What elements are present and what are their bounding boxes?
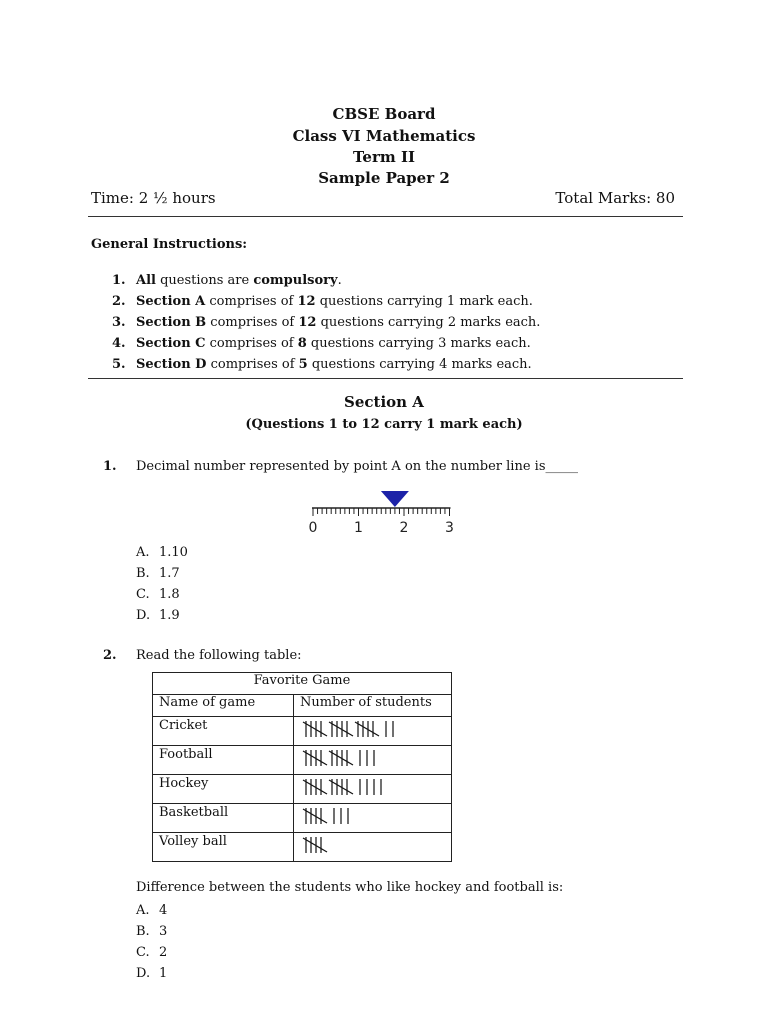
table-row: [153, 833, 452, 862]
tally-strike: [303, 780, 327, 794]
instruction-item: 2. Section A comprises of 12 questions carrying 1 mark each.: [112, 294, 533, 309]
tally-strike: [303, 809, 327, 823]
tick-label: 0: [308, 520, 318, 536]
tally-strike: [355, 722, 379, 736]
paper-title: Sample Paper 2: [318, 169, 450, 187]
option-c[interactable]: C. 2: [136, 945, 168, 960]
instruction-item: 5. Section D comprises of 5 questions carrying 4 marks each.: [112, 357, 532, 372]
section-title: Section A: [344, 393, 424, 411]
question-2-prompt: Difference between the students who like hockey and football is:: [136, 880, 564, 895]
tally-strike: [303, 751, 327, 765]
header-game: Name of game: [153, 695, 294, 717]
tally-cell: [294, 746, 452, 775]
instruction-item: 4. Section C comprises of 8 questions carrying 3 marks each.: [112, 336, 531, 351]
tally-strike: [329, 722, 353, 736]
tick-label: 2: [399, 520, 409, 536]
question-2-options: [136, 900, 167, 984]
favorite-game-table: [152, 672, 452, 862]
option-b[interactable]: B. 3: [136, 924, 168, 939]
header-students: Number of students: [294, 695, 452, 717]
tally-strike: [329, 751, 353, 765]
question-1-number: 1.: [103, 459, 117, 474]
number-line-labels: [309, 520, 454, 536]
tally-cell: [294, 775, 452, 804]
instruction-item: 1. All questions are compulsory.: [112, 273, 342, 288]
instructions-divider: [88, 378, 683, 379]
header-divider: [88, 216, 683, 217]
game-name: Basketball: [153, 804, 294, 833]
instruction-item: 3. Section B comprises of 12 questions carrying 2 marks each.: [112, 315, 541, 330]
option-a[interactable]: A. 1.10: [136, 545, 188, 560]
game-name: Volley ball: [153, 833, 294, 862]
question-2-text: Read the following table:: [136, 648, 302, 663]
tick-label: 1: [354, 520, 363, 536]
option-b[interactable]: B. 1.7: [136, 566, 180, 581]
board-title: CBSE Board: [332, 105, 436, 123]
tally-strike: [329, 780, 353, 794]
number-line-ticks: [312, 508, 451, 516]
number-line: [300, 488, 470, 536]
tick-label: 3: [445, 520, 454, 536]
tally-marks: [300, 718, 440, 740]
table-row: [153, 717, 452, 746]
game-name: Cricket: [153, 717, 294, 746]
option-a[interactable]: A. 4: [136, 903, 168, 918]
tally-marks: [300, 747, 440, 769]
option-d[interactable]: D. 1.9: [136, 608, 180, 623]
point-a-marker: [381, 491, 409, 507]
instructions-list: [112, 270, 540, 375]
game-name: Football: [153, 746, 294, 775]
option-d[interactable]: D. 1: [136, 966, 168, 981]
table-caption: Favorite Game: [153, 673, 452, 695]
tally-cell: [294, 833, 452, 862]
term-title: Term II: [352, 148, 415, 166]
table-row: [153, 775, 452, 804]
tally-strike: [303, 838, 327, 852]
total-marks: Total Marks: 80: [555, 189, 675, 207]
tally-cell: [294, 804, 452, 833]
question-1-text: Decimal number represented by point A on the number line is_____: [136, 459, 578, 474]
class-title: Class VI Mathematics: [292, 127, 476, 145]
question-1-options: [136, 542, 188, 626]
tally-marks: [300, 776, 440, 798]
section-subtitle: (Questions 1 to 12 carry 1 mark each): [245, 417, 523, 432]
option-c[interactable]: C. 1.8: [136, 587, 180, 602]
tally-marks: [300, 805, 440, 827]
instructions-heading: General Instructions:: [91, 237, 248, 252]
time-allowed: Time: 2 ½ hours: [91, 189, 216, 207]
tally-marks: [300, 834, 440, 856]
time-marks-row: [91, 189, 683, 211]
table-row: [153, 804, 452, 833]
question-2-number: 2.: [103, 648, 117, 663]
tally-strike: [303, 722, 327, 736]
game-name: Hockey: [153, 775, 294, 804]
tally-cell: [294, 717, 452, 746]
table-row: [153, 746, 452, 775]
